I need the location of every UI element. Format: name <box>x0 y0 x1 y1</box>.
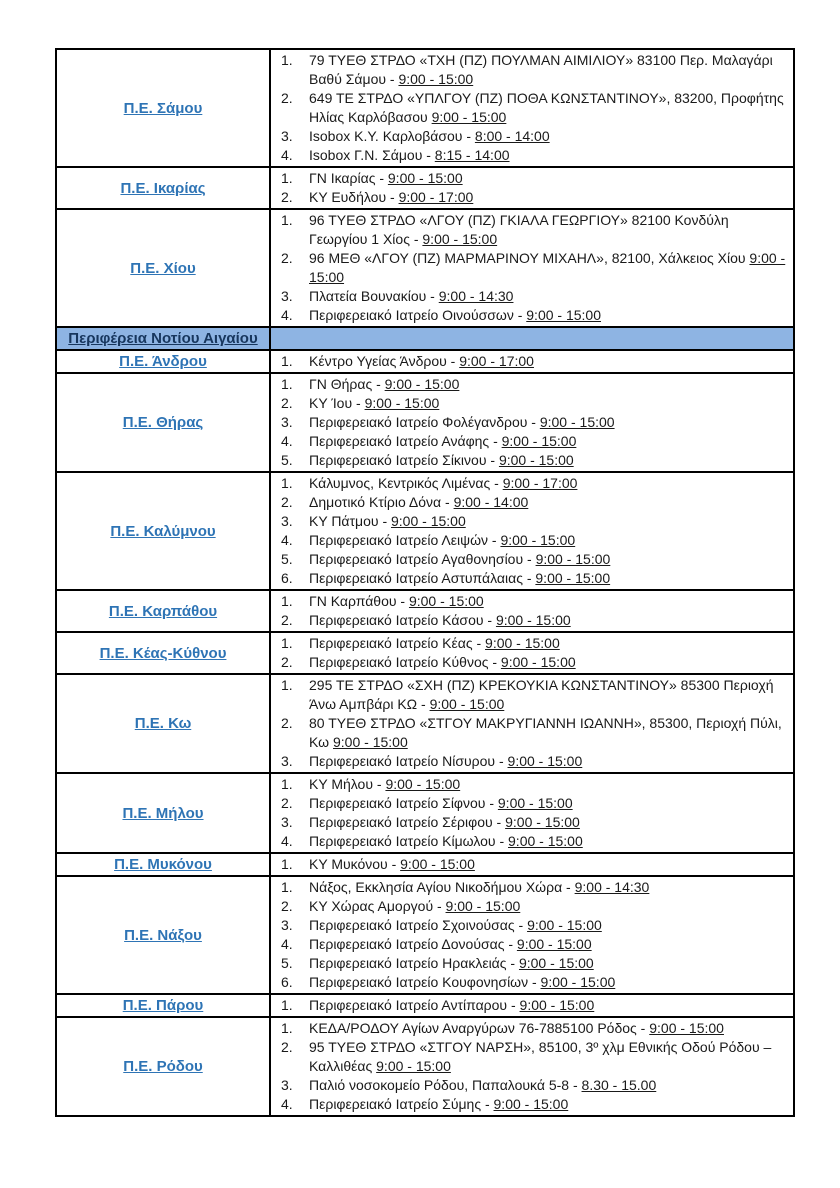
location-item <box>275 935 789 954</box>
location-list <box>275 878 789 992</box>
location-number: 2. <box>281 795 293 811</box>
location-list <box>275 51 789 165</box>
location-list <box>275 474 789 588</box>
location-text: 96 ΜΕΘ «ΛΓΟΥ (ΠΖ) ΜΑΡΜΑΡΙΝΟΥ ΜΙΧΑΗΛ», 82100, Χάλκειος Χίου <box>309 250 750 266</box>
location-number: 1. <box>281 776 293 792</box>
region-link[interactable]: Π.Ε. Άνδρου <box>119 353 207 370</box>
locations-cell <box>270 1017 794 1116</box>
location-number: 1. <box>281 879 293 895</box>
location-text: ΓΝ Καρπάθου - <box>309 593 409 609</box>
locations-cell <box>270 773 794 853</box>
location-item <box>275 531 789 550</box>
region-row <box>56 1017 794 1116</box>
region-name-cell <box>56 472 270 590</box>
location-hours: 9:00 - 15:00 <box>364 395 440 411</box>
location-item <box>275 714 789 752</box>
location-text: Περιφερειακό Ιατρείο Νίσυρου - <box>309 753 508 769</box>
location-item <box>275 451 789 470</box>
location-hours: 9:00 - 14:00 <box>453 494 529 510</box>
location-number: 4. <box>281 307 293 323</box>
region-name-cell <box>56 167 270 209</box>
region-row <box>56 632 794 674</box>
location-text: ΓΝ Θήρας - <box>309 376 385 392</box>
location-number: 2. <box>281 189 293 205</box>
location-item <box>275 775 789 794</box>
location-hours: 8:00 - 14:00 <box>474 128 550 144</box>
location-hours: 9:00 - 15:00 <box>505 814 580 830</box>
location-hours: 9:00 - 15:00 <box>431 109 507 125</box>
location-hours: 9:00 - 15:00 <box>429 696 505 712</box>
location-number: 4. <box>281 1096 293 1112</box>
region-name-cell <box>56 350 270 373</box>
region-name-cell <box>56 994 270 1017</box>
locations-cell <box>270 209 794 327</box>
location-hours: 9:00 - 15:00 <box>400 856 475 872</box>
location-number: 3. <box>281 814 293 830</box>
location-item <box>275 432 789 451</box>
schedule-table-body <box>56 49 794 1116</box>
region-link[interactable]: Π.Ε. Πάρου <box>122 997 204 1014</box>
location-item <box>275 1076 789 1095</box>
location-hours: 8.30 - 15.00 <box>581 1077 657 1093</box>
location-number: 1. <box>281 353 293 369</box>
location-hours: 9:00 - 15:00 <box>507 753 583 769</box>
region-row <box>56 49 794 167</box>
location-number: 1. <box>281 52 293 68</box>
location-item <box>275 592 789 611</box>
location-text: ΚΥ Μυκόνου - <box>309 856 401 872</box>
location-number: 6. <box>281 974 293 990</box>
region-row <box>56 853 794 876</box>
location-hours: 9:00 - 15:00 <box>391 513 466 529</box>
location-number: 3. <box>281 288 293 304</box>
location-text: Περιφερειακό Ιατρείο Αντίπαρου - <box>309 997 520 1013</box>
location-number: 2. <box>281 898 293 914</box>
location-text: Isobox Γ.Ν. Σάμου - <box>309 147 435 163</box>
region-name-cell <box>56 853 270 876</box>
location-item <box>275 954 789 973</box>
location-hours: 9:00 - 15:00 <box>500 532 576 548</box>
region-link[interactable]: Π.Ε. Καλύμνου <box>110 522 216 540</box>
locations-cell <box>270 632 794 674</box>
locations-cell <box>270 167 794 209</box>
region-row <box>56 209 794 327</box>
location-item <box>275 1095 789 1114</box>
location-hours: 9:00 - 14:30 <box>574 879 650 895</box>
location-text: Περιφερειακό Ιατρείο Δονούσας - <box>309 936 517 952</box>
region-name-cell <box>56 773 270 853</box>
region-name-cell <box>56 632 270 674</box>
location-number: 3. <box>281 128 293 144</box>
region-link[interactable]: Π.Ε. Ικαρίας <box>120 179 206 197</box>
location-item <box>275 146 789 165</box>
location-hours: 9:00 - 15:00 <box>540 974 616 990</box>
region-row <box>56 472 794 590</box>
location-number: 2. <box>281 1039 293 1055</box>
location-item <box>275 1038 789 1076</box>
location-hours: 9:00 - 17:00 <box>459 353 534 369</box>
location-text: ΚΕΔΑ/ΡΟΔΟΥ Αγίων Αναργύρων 76-7885100 Ρόδος - <box>309 1020 650 1036</box>
location-item <box>275 653 789 672</box>
location-text: ΚΥ Πάτμου - <box>309 513 391 529</box>
location-hours: 9:00 - 15:00 <box>445 898 521 914</box>
location-list <box>275 169 789 207</box>
location-number: 4. <box>281 433 293 449</box>
location-text: Περιφερειακό Ιατρείο Σχοινούσας - <box>309 917 528 933</box>
location-hours: 9:00 - 14:30 <box>438 288 514 304</box>
location-item <box>275 676 789 714</box>
location-hours: 9:00 - 15:00 <box>309 250 786 285</box>
location-number: 2. <box>281 90 293 106</box>
location-text: Νάξος, Εκκλησία Αγίου Νικοδήμου Χώρα - <box>309 879 575 895</box>
location-list <box>275 211 789 325</box>
location-hours: 9:00 - 15:00 <box>376 1058 451 1074</box>
location-hours: 9:00 - 15:00 <box>485 635 560 651</box>
region-name-cell <box>56 209 270 327</box>
location-text: ΚΥ Χώρας Αμοργού - <box>309 898 446 914</box>
location-number: 1. <box>281 593 293 609</box>
location-list <box>275 375 789 470</box>
location-item <box>275 127 789 146</box>
region-name-cell <box>56 373 270 472</box>
location-text: Περιφερειακό Ιατρείο Ηρακλειάς - <box>309 955 519 971</box>
region-row <box>56 590 794 632</box>
location-number: 4. <box>281 147 293 163</box>
location-text: Περιφερειακό Ιατρείο Οινούσσων - <box>309 307 527 323</box>
location-hours: 9:00 - 15:00 <box>500 654 576 670</box>
location-text: Κάλυμνος, Κεντρικός Λιμένας - <box>309 475 503 491</box>
location-text: Περιφερειακό Ιατρείο Κίμωλου - <box>309 833 509 849</box>
location-text: ΚΥ Μήλου - <box>309 776 386 792</box>
locations-cell <box>270 49 794 167</box>
location-hours: 9:00 - 15:00 <box>535 570 611 586</box>
location-hours: 9:00 - 15:00 <box>519 997 595 1013</box>
location-number: 2. <box>281 494 293 510</box>
location-hours: 9:00 - 15:00 <box>497 795 573 811</box>
region-link[interactable]: Π.Ε. Θήρας <box>122 414 204 431</box>
location-number: 2. <box>281 612 293 628</box>
region-row <box>56 876 794 994</box>
location-item <box>275 878 789 897</box>
region-link[interactable]: Π.Ε. Κω <box>134 715 192 732</box>
location-number: 1. <box>281 1020 293 1036</box>
location-text: Περιφερειακό Ιατρείο Σύμης - <box>309 1096 494 1112</box>
location-number: 1. <box>281 997 293 1013</box>
location-hours: 9:00 - 15:00 <box>535 551 611 567</box>
location-item <box>275 897 789 916</box>
location-item <box>275 287 789 306</box>
location-number: 2. <box>281 654 293 670</box>
section-header-empty-cell <box>270 327 794 350</box>
locations-cell <box>270 373 794 472</box>
location-item <box>275 611 789 630</box>
locations-cell <box>270 853 794 876</box>
locations-cell <box>270 876 794 994</box>
location-number: 4. <box>281 936 293 952</box>
location-number: 1. <box>281 376 293 392</box>
location-number: 1. <box>281 170 293 186</box>
location-item <box>275 634 789 653</box>
region-link[interactable]: Π.Ε. Νάξου <box>124 926 202 944</box>
location-text: Δημοτικό Κτίριο Δόνα - <box>309 494 454 510</box>
location-text: 80 ΤΥΕΘ ΣΤΡΔΟ «ΣΤΓΟΥ ΜΑΚΡΥΓΙΑΝΝΗ ΙΩΑΝΝΗ», 85300, Περιοχή Πύλι, Κω <box>309 715 782 750</box>
location-item <box>275 169 789 188</box>
locations-cell <box>270 472 794 590</box>
location-hours: 9:00 - 15:00 <box>493 1096 569 1112</box>
location-item <box>275 550 789 569</box>
location-hours: 8:15 - 14:00 <box>434 147 510 163</box>
location-hours: 9:00 - 15:00 <box>527 917 602 933</box>
location-hours: 9:00 - 15:00 <box>398 71 474 87</box>
location-item <box>275 512 789 531</box>
location-text: Περιφερειακό Ιατρείο Σίκινου - <box>309 452 499 468</box>
region-name-cell <box>56 49 270 167</box>
location-item <box>275 394 789 413</box>
location-text: Παλιό νοσοκομείο Ρόδου, Παπαλουκά 5-8 - <box>309 1077 582 1093</box>
location-list <box>275 676 789 771</box>
location-text: 79 ΤΥΕΘ ΣΤΡΔΟ «ΤΧΗ (ΠΖ) ΠΟΥΛΜΑΝ ΑΙΜΙΛΙΟΥ» 83100 Περ. Μαλαγάρι Βαθύ Σάμου - <box>309 52 773 87</box>
location-number: 3. <box>281 1077 293 1093</box>
location-hours: 9:00 - 15:00 <box>422 231 498 247</box>
region-row <box>56 994 794 1017</box>
location-hours: 9:00 - 17:00 <box>398 189 474 205</box>
location-number: 1. <box>281 856 293 872</box>
region-name-cell <box>56 674 270 773</box>
location-list <box>275 775 789 851</box>
region-link[interactable]: Π.Ε. Μήλου <box>122 804 204 822</box>
region-link[interactable]: Π.Ε. Χίου <box>130 259 196 277</box>
location-item <box>275 794 789 813</box>
location-text: Περιφερειακό Ιατρείο Λειψών - <box>309 532 501 548</box>
location-item <box>275 352 789 371</box>
location-text: Περιφερειακό Ιατρείο Κύθνος - <box>309 654 501 670</box>
location-hours: 9:00 - 15:00 <box>408 593 484 609</box>
location-text: Περιφερειακό Ιατρείο Κάσου - <box>309 612 496 628</box>
location-number: 5. <box>281 551 293 567</box>
location-hours: 9:00 - 15:00 <box>526 307 601 323</box>
location-hours: 9:00 - 15:00 <box>387 170 463 186</box>
location-text: Isobox Κ.Υ. Καρλοβάσου - <box>309 128 475 144</box>
location-text: Πλατεία Βουνακίου - <box>309 288 439 304</box>
location-hours: 9:00 - 15:00 <box>384 376 460 392</box>
location-number: 1. <box>281 212 293 228</box>
region-row <box>56 373 794 472</box>
location-number: 1. <box>281 475 293 491</box>
region-link[interactable]: Π.Ε. Μυκόνου <box>114 856 212 873</box>
location-item <box>275 569 789 588</box>
location-text: Κέντρο Υγείας Άνδρου - <box>309 353 460 369</box>
location-hours: 9:00 - 15:00 <box>539 414 615 430</box>
location-hours: 9:00 - 15:00 <box>333 734 408 750</box>
location-number: 2. <box>281 250 293 266</box>
region-name-cell <box>56 1017 270 1116</box>
region-name-cell <box>56 590 270 632</box>
location-number: 5. <box>281 955 293 971</box>
location-number: 2. <box>281 395 293 411</box>
locations-cell <box>270 350 794 373</box>
location-number: 3. <box>281 917 293 933</box>
location-item <box>275 813 789 832</box>
location-item <box>275 306 789 325</box>
location-text: Περιφερειακό Ιατρείο Σίφνου - <box>309 795 498 811</box>
location-hours: 9:00 - 15:00 <box>649 1020 724 1036</box>
region-link[interactable]: Π.Ε. Κέας-Κύθνου <box>99 644 227 662</box>
location-text: 95 ΤΥΕΘ ΣΤΡΔΟ «ΣΤΓΟΥ ΝΑΡΣΗ», 85100, 3º χλμ Εθνικής Οδού Ρόδου – Καλλιθέας <box>309 1039 772 1074</box>
region-row <box>56 167 794 209</box>
location-hours: 9:00 - 15:00 <box>501 433 577 449</box>
location-list <box>275 996 789 1015</box>
location-list <box>275 592 789 630</box>
location-list <box>275 1019 789 1114</box>
location-text: Περιφερειακό Ιατρείο Κουφονησίων - <box>309 974 541 990</box>
locations-cell <box>270 590 794 632</box>
location-item <box>275 211 789 249</box>
region-link[interactable]: Π.Ε. Καρπάθου <box>108 602 218 620</box>
location-hours: 9:00 - 15:00 <box>498 452 574 468</box>
region-row <box>56 350 794 373</box>
location-text: Περιφερειακό Ιατρείο Ανάφης - <box>309 433 502 449</box>
location-item <box>275 375 789 394</box>
location-text: ΚΥ Ευδήλου - <box>309 189 399 205</box>
location-hours: 9:00 - 15:00 <box>518 955 594 971</box>
location-item <box>275 996 789 1015</box>
location-number: 1. <box>281 635 293 651</box>
locations-cell <box>270 674 794 773</box>
location-text: Περιφερειακό Ιατρείο Αγαθονησίου - <box>309 551 536 567</box>
location-item <box>275 1019 789 1038</box>
location-item <box>275 916 789 935</box>
region-link[interactable]: Π.Ε. Σάμου <box>123 99 203 117</box>
location-text: 649 ΤΕ ΣΤΡΔΟ «ΥΠΛΓΟΥ (ΠΖ) ΠΟΘΑ ΚΩΝΣΤΑΝΤΙΝΟΥ», 83200, Προφήτης Ηλίας Καρλόβασου <box>309 90 784 125</box>
location-item <box>275 413 789 432</box>
location-item <box>275 474 789 493</box>
location-number: 3. <box>281 513 293 529</box>
location-text: ΓΝ Ικαρίας - <box>309 170 388 186</box>
location-item <box>275 855 789 874</box>
location-hours: 9:00 - 15:00 <box>508 833 583 849</box>
section-header-row <box>56 327 794 350</box>
location-number: 6. <box>281 570 293 586</box>
location-text: Περιφερειακό Ιατρείο Φολέγανδρου - <box>309 414 540 430</box>
region-name-cell <box>56 876 270 994</box>
location-list <box>275 352 789 371</box>
section-header-label: Περιφέρεια Νοτίου Αιγαίου <box>68 330 258 347</box>
location-item <box>275 973 789 992</box>
location-text: Περιφερειακό Ιατρείο Κέας - <box>309 635 486 651</box>
location-number: 3. <box>281 414 293 430</box>
location-hours: 9:00 - 15:00 <box>516 936 592 952</box>
location-number: 3. <box>281 753 293 769</box>
location-number: 4. <box>281 833 293 849</box>
location-text: Περιφερειακό Ιατρείο Αστυπάλαιας - <box>309 570 536 586</box>
location-hours: 9:00 - 15:00 <box>495 612 571 628</box>
location-number: 1. <box>281 677 293 693</box>
location-item <box>275 188 789 207</box>
location-item <box>275 493 789 512</box>
location-list <box>275 855 789 874</box>
location-item <box>275 51 789 89</box>
location-text: Περιφερειακό Ιατρείο Σέριφου - <box>309 814 506 830</box>
location-hours: 9:00 - 17:00 <box>502 475 578 491</box>
location-item <box>275 752 789 771</box>
location-number: 4. <box>281 532 293 548</box>
section-header-cell <box>56 327 270 350</box>
location-item <box>275 89 789 127</box>
location-text: 96 ΤΥΕΘ ΣΤΡΔΟ «ΛΓΟΥ (ΠΖ) ΓΚΙΑΛΑ ΓΕΩΡΓΙΟΥ» 82100 Κονδύλη Γεωργίου 1 Χίος - <box>309 212 729 247</box>
location-number: 5. <box>281 452 293 468</box>
location-text: ΚΥ Ίου - <box>309 395 365 411</box>
region-row <box>56 674 794 773</box>
location-hours: 9:00 - 15:00 <box>385 776 461 792</box>
region-link[interactable]: Π.Ε. Ρόδου <box>123 1058 203 1075</box>
location-item <box>275 832 789 851</box>
health-units-schedule-table <box>55 48 795 1117</box>
location-item <box>275 249 789 287</box>
location-number: 2. <box>281 715 293 731</box>
location-text: 295 ΤΕ ΣΤΡΔΟ «ΣΧΗ (ΠΖ) ΚΡΕΚΟΥΚΙΑ ΚΩΝΣΤΑΝΤΙΝΟΥ» 85300 Περιοχή Άνω Αμπβάρι ΚΩ - <box>309 677 774 712</box>
location-list <box>275 634 789 672</box>
region-row <box>56 773 794 853</box>
locations-cell <box>270 994 794 1017</box>
